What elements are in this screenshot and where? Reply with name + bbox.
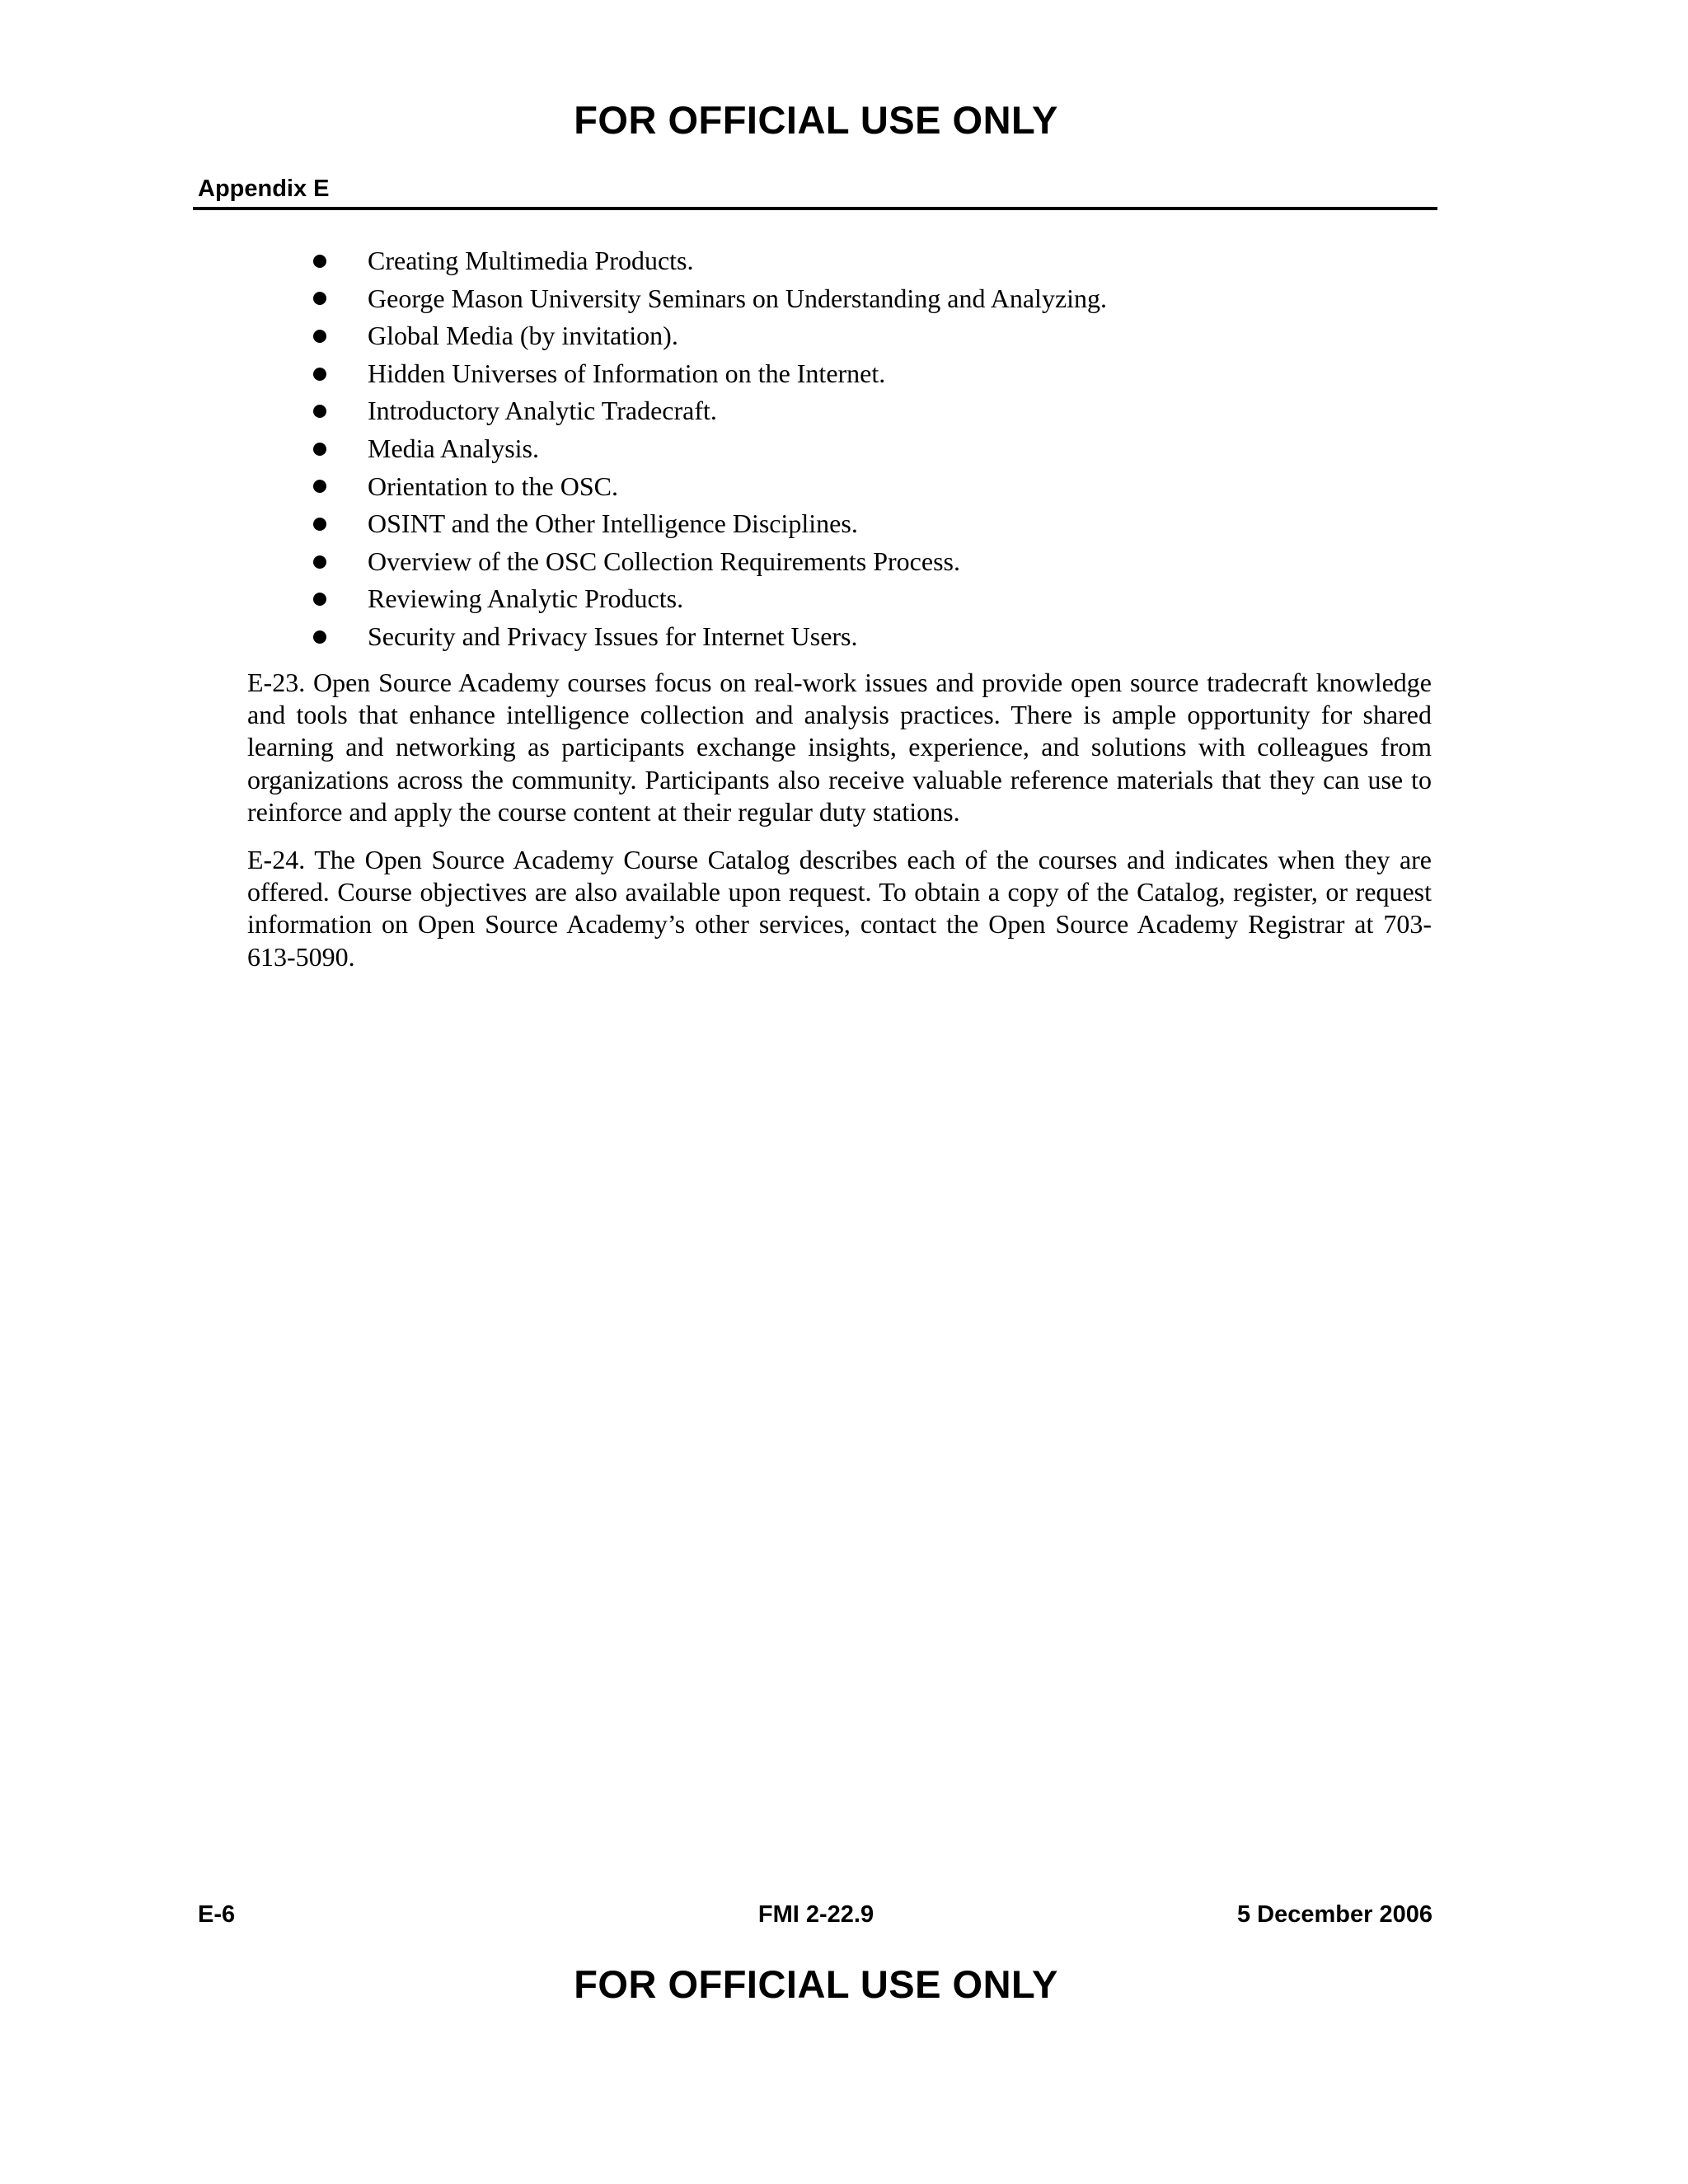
- footer-date: 5 December 2006: [1237, 1901, 1432, 1928]
- list-item: [313, 505, 1107, 543]
- list-item: [313, 392, 1107, 430]
- list-item: [313, 242, 1107, 280]
- list-item-text: Introductory Analytic Tradecraft.: [368, 396, 717, 426]
- bullet-icon: [313, 443, 326, 456]
- header-rule: [193, 207, 1437, 210]
- list-item: [313, 468, 1107, 506]
- list-item-text: Media Analysis.: [368, 433, 539, 463]
- bullet-icon: [313, 405, 326, 418]
- list-item-text: Global Media (by invitation).: [368, 321, 678, 351]
- list-item-text: Reviewing Analytic Products.: [368, 583, 684, 614]
- bullet-icon: [313, 368, 326, 381]
- list-item-text: Overview of the OSC Collection Requirements Process.: [368, 546, 960, 576]
- bullet-icon: [313, 630, 326, 644]
- classification-banner-top: FOR OFFICIAL USE ONLY: [574, 98, 1058, 142]
- list-item-text: Creating Multimedia Products.: [368, 246, 694, 275]
- list-item-text: George Mason University Seminars on Understanding and Analyzing.: [368, 283, 1108, 313]
- list-item: [313, 580, 1107, 618]
- footer-page-number: E-6: [198, 1901, 236, 1928]
- list-item: [313, 280, 1107, 318]
- bullet-icon: [313, 330, 326, 343]
- list-item-text: OSINT and the Other Intelligence Disciplines.: [368, 509, 858, 539]
- bullet-icon: [313, 480, 326, 493]
- list-item: [313, 430, 1107, 468]
- bullet-icon: [313, 518, 326, 531]
- list-item: [313, 355, 1107, 393]
- bullet-icon: [313, 292, 326, 305]
- list-item: [313, 317, 1107, 355]
- list-item: [313, 618, 1107, 656]
- running-head: Appendix E: [198, 176, 330, 202]
- bullet-icon: [313, 555, 326, 569]
- list-item-text: Orientation to the OSC.: [368, 471, 618, 501]
- paragraph-e24: E-24. The Open Source Academy Course Catalog describes each of the courses and indicates when they are offered. Course objectives are also available upon request. To obtain a copy of the Catalog, register, or request information on Open Source Academy’s other services, contact the Open Source Academy Registrar at 703-613-5090.: [247, 845, 1432, 972]
- footer-document-id: FMI 2-22.9: [757, 1901, 874, 1928]
- classification-banner-bottom: FOR OFFICIAL USE ONLY: [574, 1962, 1058, 2006]
- paragraph-e23: E-23. Open Source Academy courses focus on real-work issues and provide open source tradecraft knowledge and tools that enhance intelligence collection and analysis practices. There is ample opportunity for shared learning and networking as participants exchange insights, experience, and solutions with colleagues from organizations across the community. Participants also receive valuable reference materials that they can use to reinforce and apply the course content at their regular duty stations.: [247, 668, 1432, 827]
- bullet-icon: [313, 593, 326, 606]
- list-item-text: Hidden Universes of Information on the Internet.: [368, 358, 886, 388]
- course-list: [313, 242, 1107, 656]
- bullet-icon: [313, 255, 326, 268]
- list-item: [313, 543, 1107, 581]
- list-item-text: Security and Privacy Issues for Internet Users.: [368, 621, 858, 651]
